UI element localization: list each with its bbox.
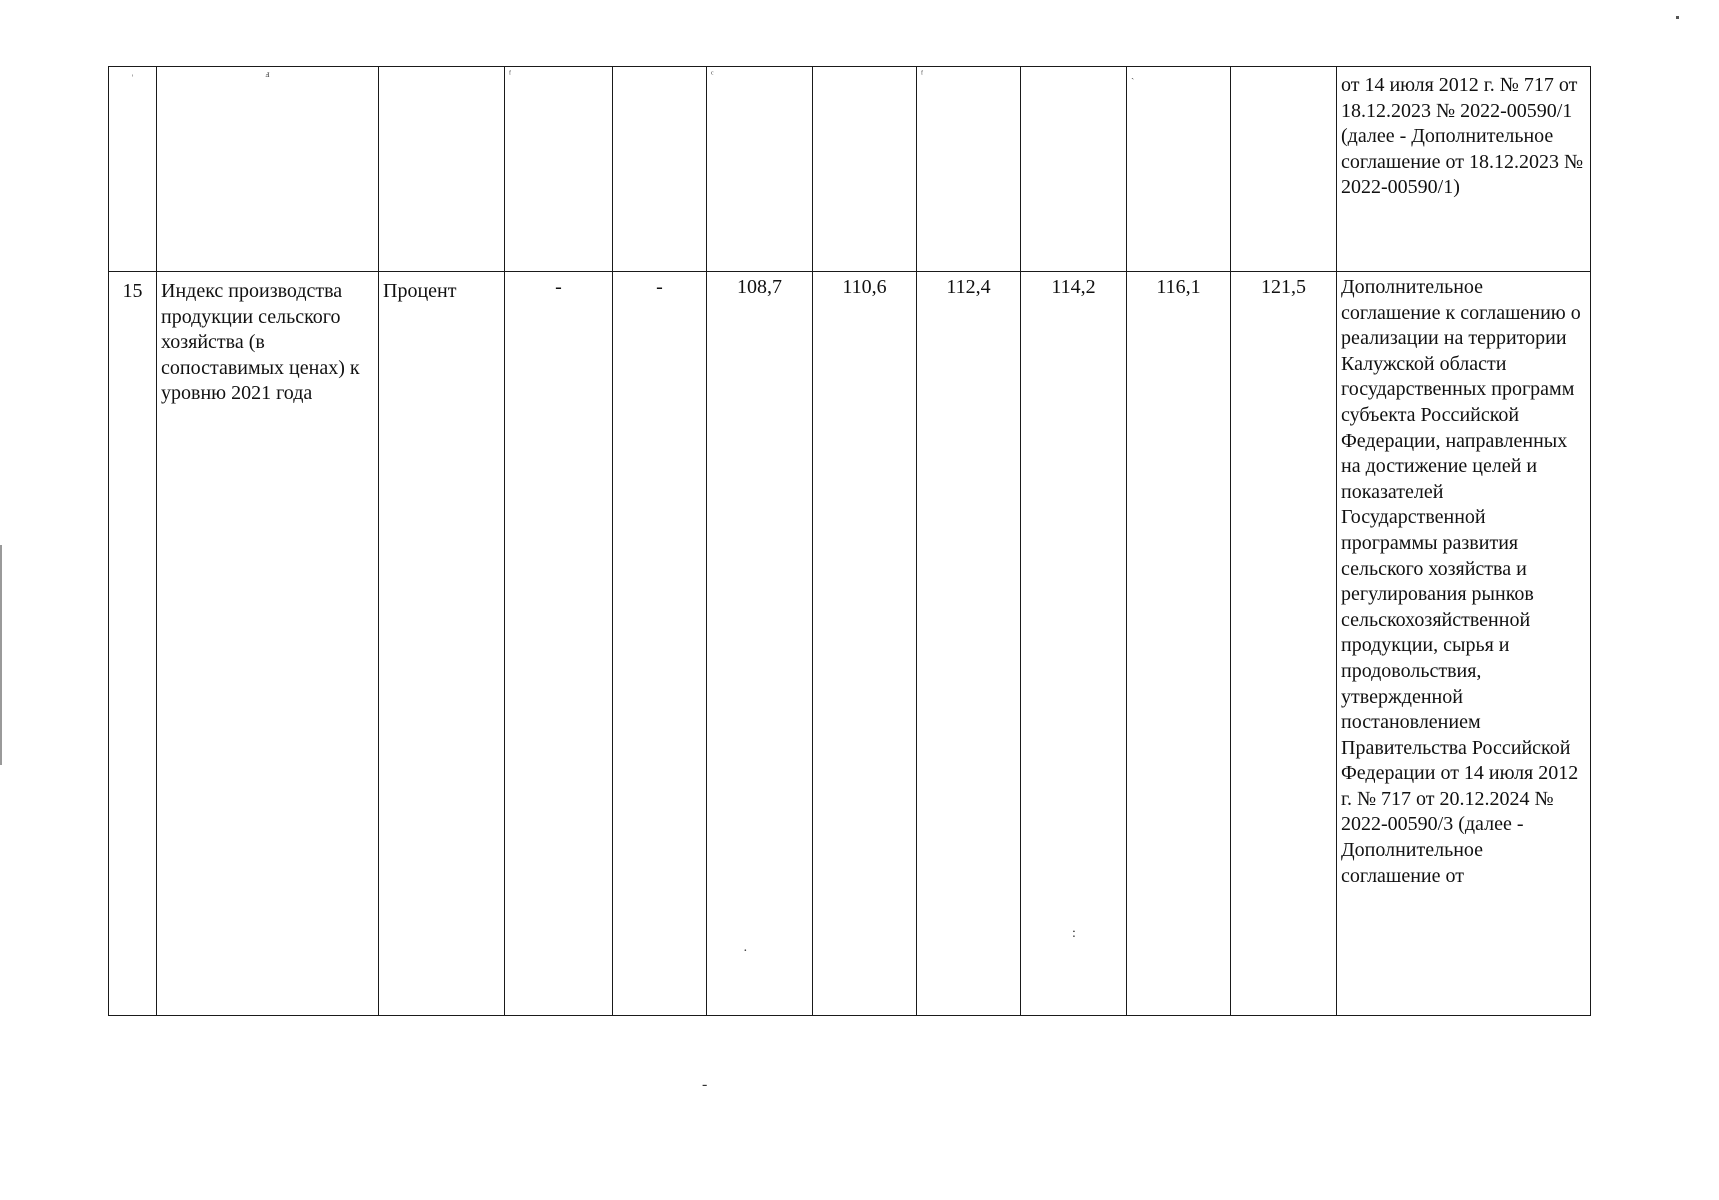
cell-basis-document: от 14 июля 2012 г. № 717 от 18.12.2023 № 2022-00590/1 (далее - Дополнительное соглашение от 18.12.2023 № 2022-00590/1)	[1337, 67, 1591, 272]
cell-number: 15	[109, 272, 157, 1016]
cell-year-value: 121,5	[1231, 272, 1337, 1016]
cell-basis-document: Дополнительное соглашение к соглашению о реализации на территории Калужской области государственных программ субъекта Российской Федерации, направленных на достижение целей и показателей Государственной программы развития сельского хозяйства и регулирования рынков сельскохозяйственной продукции, сырья и продовольствия, утвержденной постановлением Правительства Российской Федерации от 14 июля 2012 г. № 717 от 20.12.2024 № 2022-00590/3 (далее - Дополнительное соглашение от	[1337, 272, 1591, 1016]
cell-unit: Процент	[379, 272, 505, 1016]
cell-year-value: 108,7	[707, 272, 813, 1016]
scan-speck: ·	[743, 944, 748, 959]
scan-tick-mark: ˎ	[1131, 69, 1135, 80]
cell-year-value: 110,6	[813, 272, 917, 1016]
cell-year-value	[917, 67, 1021, 272]
cell-year-value	[813, 67, 917, 272]
cell-year-value	[613, 67, 707, 272]
cell-indicator	[157, 67, 379, 272]
scan-tick-mark: ᶠ	[509, 69, 512, 80]
cell-base-value: -	[505, 272, 613, 1016]
scan-edge-mark	[1676, 16, 1679, 19]
scan-edge-mark	[0, 545, 2, 765]
cell-year-value: 116,1	[1127, 272, 1231, 1016]
table-row-indicator-15	[109, 272, 1591, 1016]
table-row-continuation	[109, 67, 1591, 272]
cell-year-value	[1127, 67, 1231, 272]
scan-speck: :	[1072, 926, 1076, 941]
cell-unit	[379, 67, 505, 272]
cell-base-value	[505, 67, 613, 272]
cell-year-value	[707, 67, 813, 272]
scan-tick-mark: ˒	[130, 69, 135, 80]
page-bottom-dash: -	[702, 1076, 708, 1093]
scan-tick-mark: ᶜ	[711, 69, 714, 80]
cell-year-value: 112,4	[917, 272, 1021, 1016]
cell-year-value: -	[613, 272, 707, 1016]
indicators-table	[108, 66, 1591, 1016]
cell-year-value: 114,2	[1021, 272, 1127, 1016]
cell-year-value	[1021, 67, 1127, 272]
cell-year-value	[1231, 67, 1337, 272]
scan-tick-mark: ⅎ	[265, 69, 270, 80]
cell-indicator: Индекс производства продукции сельского хозяйства (в сопоставимых ценах) к уровню 2021 года	[157, 272, 379, 1016]
scan-tick-mark: ᶠ	[921, 69, 924, 80]
cell-number	[109, 67, 157, 272]
